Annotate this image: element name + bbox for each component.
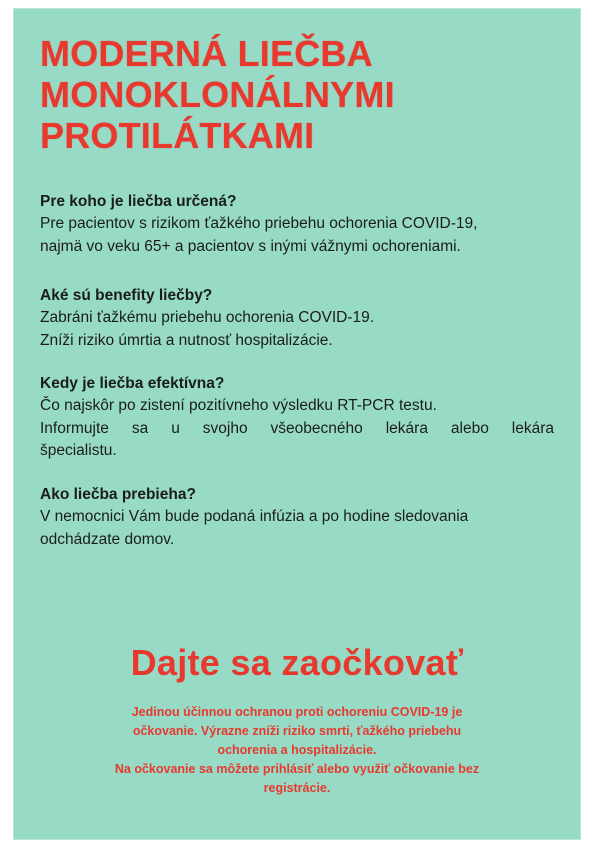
section-question: Ako liečba prebieha? <box>40 486 196 503</box>
section-benefits <box>40 285 554 352</box>
section-question: Aké sú benefity liečby? <box>40 287 213 304</box>
section-when <box>40 373 554 463</box>
section-answer <box>40 307 554 352</box>
answer-line: Čo najskôr po zistení pozitívneho výsledku RT-PCR testu. <box>40 397 437 414</box>
answer-line: špecialistu. <box>40 442 117 459</box>
answer-line: najmä vo veku 65+ a pacientov s inými vážnymi ochoreniami. <box>40 237 461 255</box>
answer-line: Pre pacientov s rizikom ťažkého priebehu ochorenia COVID-19, <box>40 215 478 232</box>
answer-line: Informujte sa u svojho všeobecného lekára alebo lekára <box>40 419 554 437</box>
footer-line: očkovanie. Výrazne zníži riziko smrti, ťažkého priebehu <box>132 724 462 738</box>
headline-line-1: MODERNÁ LIEČBA <box>40 33 373 74</box>
section-answer <box>40 213 554 258</box>
section-question: Kedy je liečba efektívna? <box>40 375 225 392</box>
footer-line: ochorenia a hospitalizácie. <box>217 743 377 757</box>
headline-line-2: MONOKLONÁLNYMI <box>40 74 395 115</box>
section-how <box>40 484 554 551</box>
answer-line: V nemocnici Vám bude podaná infúzia a po hodine sledovania <box>40 508 469 525</box>
footer-paragraph-2 <box>74 760 520 798</box>
section-answer <box>40 395 554 463</box>
answer-line: Zníži riziko úmrtia a nutnosť hospitalizácie. <box>40 331 333 349</box>
call-to-action: Dajte sa zaočkovať <box>130 642 464 683</box>
headline-line-3: PROTILÁTKAMI <box>40 115 315 156</box>
footer-line: Jedinou účinnou ochranou proti ochoreniu COVID-19 je <box>131 705 463 719</box>
poster <box>14 9 580 839</box>
answer-line: Zabráni ťažkému priebehu ochorenia COVID-19. <box>40 309 375 326</box>
section-who <box>40 191 554 258</box>
headline <box>40 33 560 156</box>
vaccination-footer <box>74 703 520 798</box>
answer-line: odchádzate domov. <box>40 530 175 548</box>
section-question: Pre koho je liečba určená? <box>40 193 237 210</box>
section-answer <box>40 506 554 551</box>
footer-line: registrácie. <box>263 781 331 795</box>
footer-line: Na očkovanie sa môžete prihlásiť alebo využiť očkovanie bez <box>114 762 480 776</box>
footer-paragraph-1 <box>74 703 520 760</box>
